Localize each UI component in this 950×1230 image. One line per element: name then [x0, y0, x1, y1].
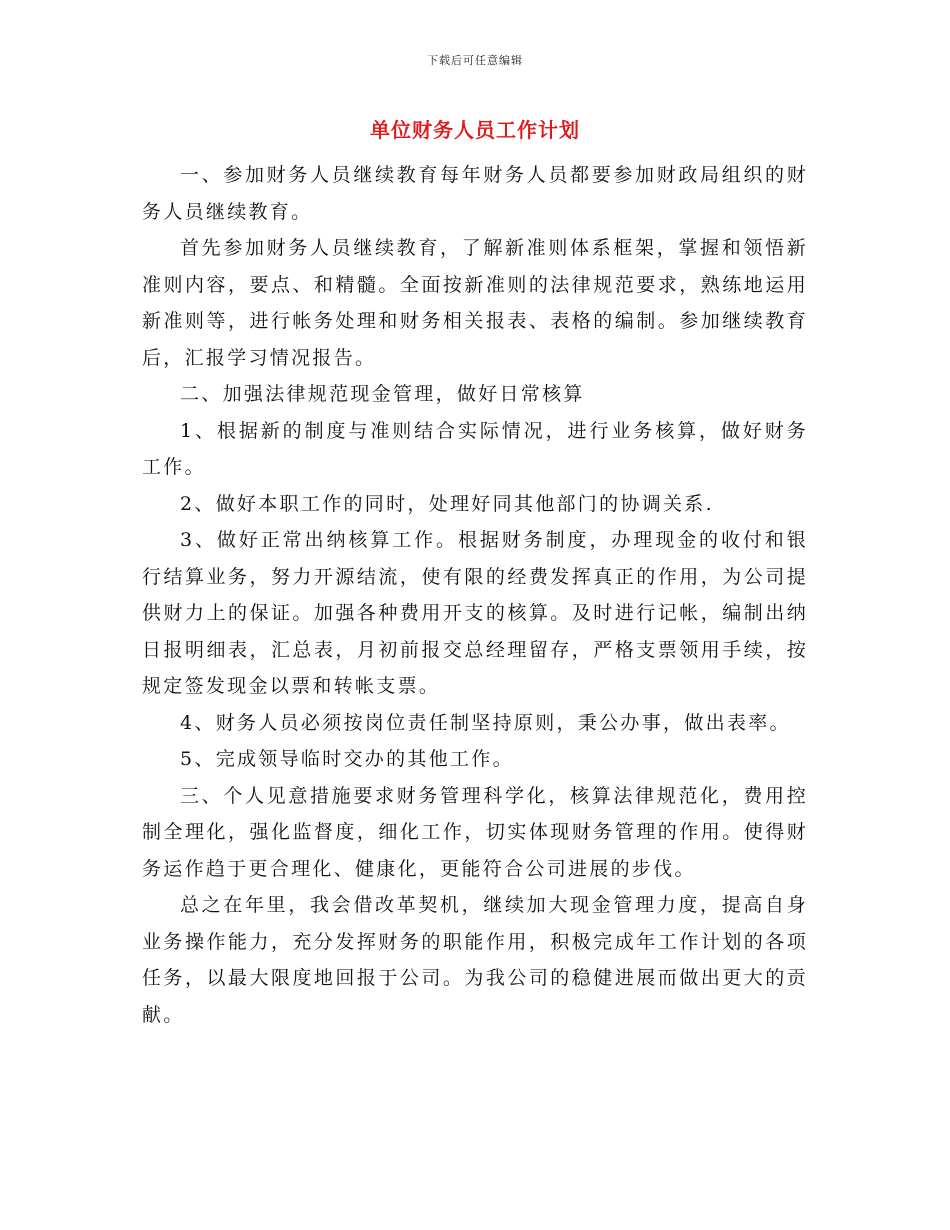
document-body: [142, 157, 808, 1033]
paragraph-5: 2、做好本职工作的同时，处理好同其他部门的协调关系.: [180, 492, 714, 515]
paragraph-8: 5、完成领导临时交办的其他工作。: [180, 748, 514, 770]
paragraph-2: 首先参加财务人员继续教育，了解新准则体系框架，掌握和领悟新准则内容，要点、和精髓。全面按新准则的法律规范要求，熟练地运用新准则等，进行帐务处理和财务相关报表、表格的编制。参加继续教育后，汇报学习情况报告。: [142, 237, 808, 369]
paragraph-3: 二、加强法律规范现金管理，做好日常核算: [180, 383, 585, 405]
paragraph-7: 4、财务人员必须按岗位责任制坚持原则，秉公办事，做出表率。: [180, 711, 791, 734]
header-note: 下载后可任意编辑: [427, 54, 523, 67]
paragraph-9: 三、个人见意措施要求财务管理科学化，核算法律规范化，费用控制全理化，强化监督度，细化工作，切实体现财务管理的作用。使得财务运作趋于更合理化、健康化，更能符合公司进展的步伐。: [142, 784, 808, 880]
paragraph-10: 总之在年里，我会借改革契机，继续加大现金管理力度，提高自身业务操作能力，充分发挥财务的职能作用，积极完成年工作计划的各项任务，以最大限度地回报于公司。为我公司的稳健进展而做出更大的贡献。: [142, 894, 808, 1026]
paragraph-4: 1、根据新的制度与准则结合实际情况，进行业务核算，做好财务工作。: [142, 419, 808, 478]
paragraph-6: 3、做好正常出纳核算工作。根据财务制度，办理现金的收付和银行结算业务，努力开源结流，使有限的经费发挥真正的作用，为公司提供财力上的保证。加强各种费用开支的核算。及时进行记帐，编制出纳日报明细表，汇总表，月初前报交总经理留存，严格支票领用手续，按规定签发现金以票和转帐支票。: [142, 529, 808, 697]
document-title: 单位财务人员工作计划: [370, 118, 580, 142]
paragraph-1: 一、参加财务人员继续教育每年财务人员都要参加财政局组织的财务人员继续教育。: [142, 164, 808, 223]
